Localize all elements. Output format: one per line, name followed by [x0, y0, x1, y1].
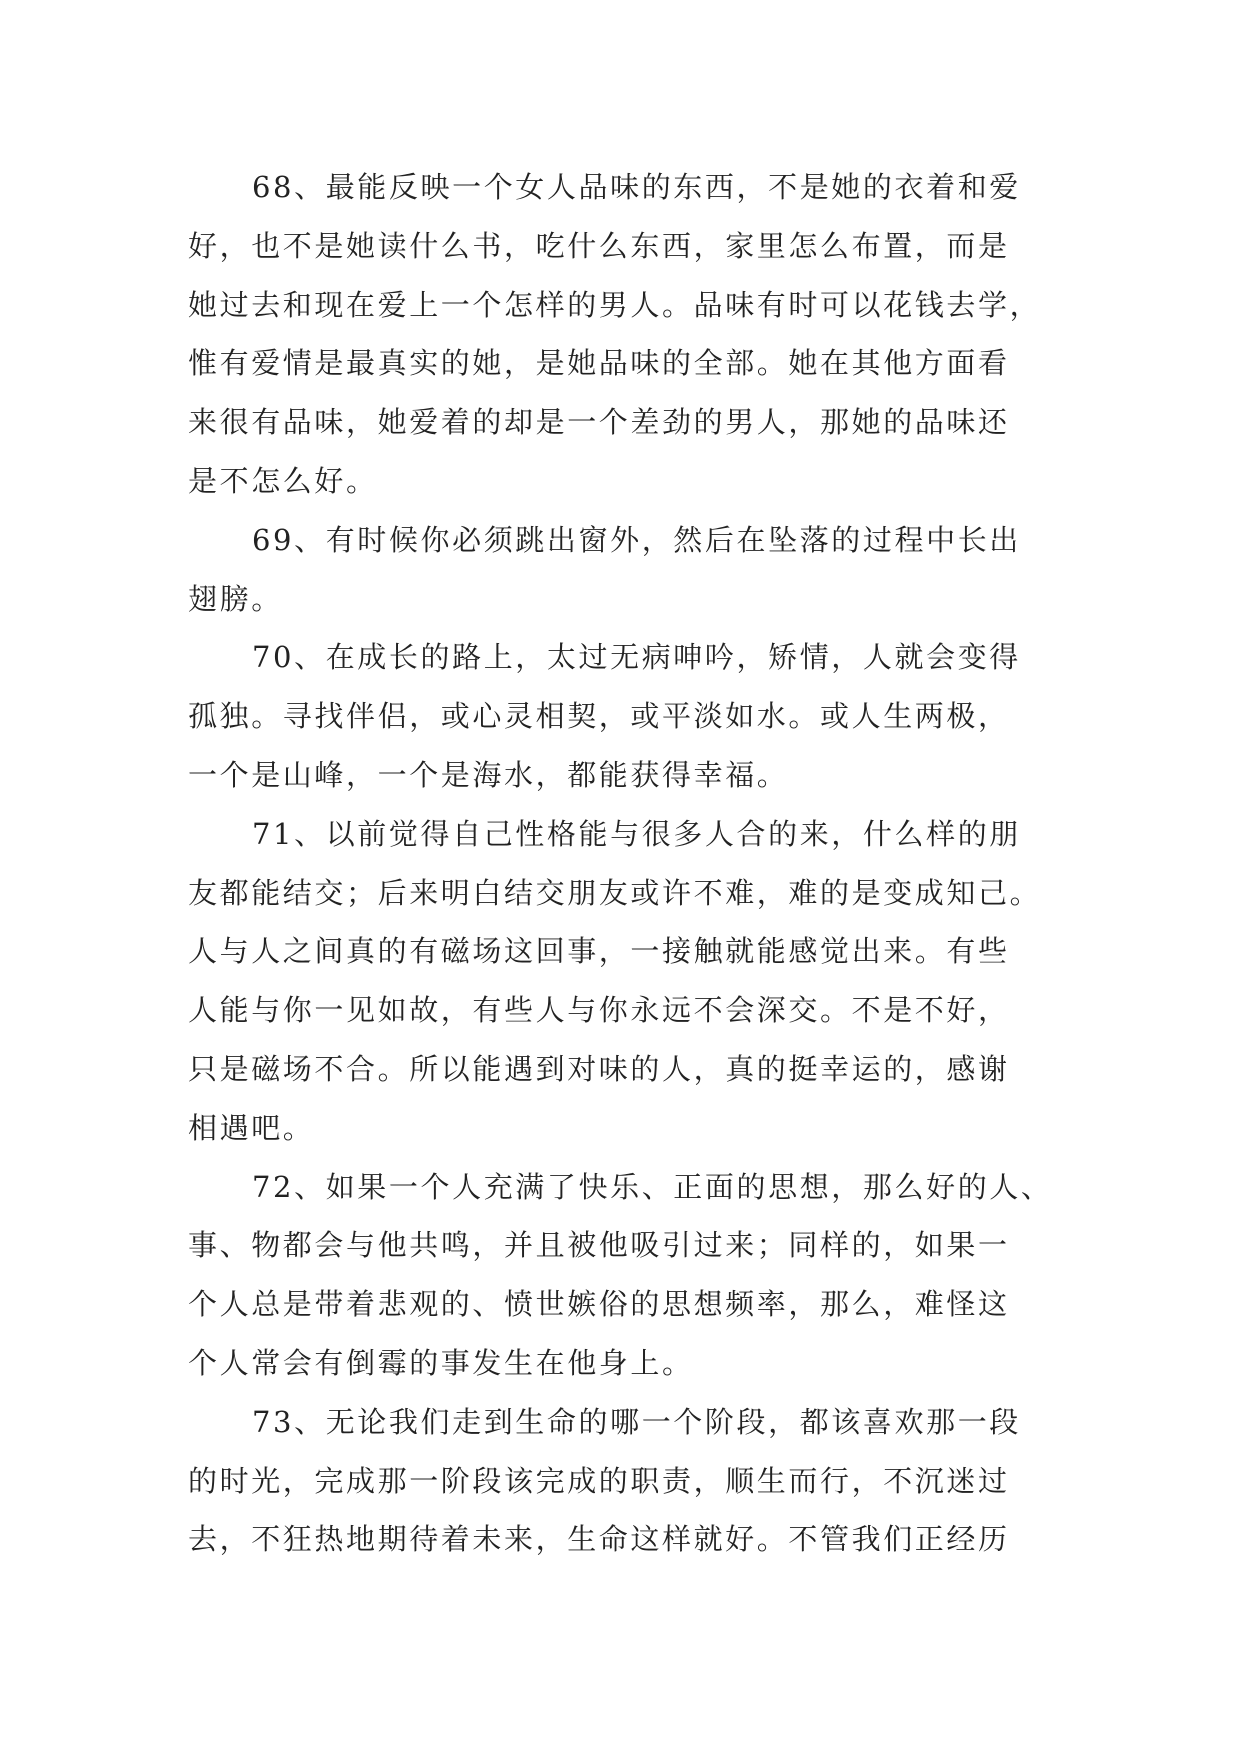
- text-line: 去，不狂热地期待着未来，生命这样就好。不管我们正经历: [188, 1522, 1010, 1557]
- paragraph-68: [188, 158, 1068, 511]
- text-line: 是不怎么好。: [188, 463, 378, 498]
- text-line: 她过去和现在爱上一个怎样的男人。品味有时可以花钱去学，: [188, 287, 1042, 322]
- text-line: 69、有时候你必须跳出窗外，然后在坠落的过程中长出: [252, 522, 1021, 557]
- text-line: 只是磁场不合。所以能遇到对味的人，真的挺幸运的，感谢: [188, 1051, 1010, 1086]
- text-line: 事、物都会与他共鸣，并且被他吸引过来；同样的，如果一: [188, 1228, 1010, 1263]
- paragraph-72: [188, 1158, 1068, 1393]
- text-line: 68、最能反映一个女人品味的东西，不是她的衣着和爱: [252, 170, 1021, 204]
- text-line: 翅膀。: [188, 581, 283, 616]
- text-line: 来很有品味，她爱着的却是一个差劲的男人，那她的品味还: [188, 405, 1010, 440]
- text-line: 一个是山峰，一个是海水，都能获得幸福。: [188, 757, 789, 792]
- text-line: 70、在成长的路上，太过无病呻吟，矫情，人就会变得: [252, 640, 1021, 675]
- text-line: 人与人之间真的有磁场这回事，一接触就能感觉出来。有些: [188, 934, 1010, 969]
- text-line: 个人常会有倒霉的事发生在他身上。: [188, 1345, 694, 1380]
- text-line: 惟有爱情是最真实的她，是她品味的全部。她在其他方面看: [188, 346, 1010, 381]
- document-body: [188, 158, 1068, 1569]
- paragraph-70: [188, 628, 1068, 804]
- paragraph-69: [188, 511, 1068, 629]
- text-line: 的时光，完成那一阶段该完成的职责，顺生而行，不沉迷过: [188, 1463, 1010, 1498]
- paragraph-71: [188, 805, 1068, 1158]
- text-line: 相遇吧。: [188, 1110, 315, 1145]
- text-line: 72、如果一个人充满了快乐、正面的思想，那么好的人、: [252, 1169, 1053, 1204]
- text-line: 友都能结交；后来明白结交朋友或许不难，难的是变成知己。: [188, 875, 1042, 910]
- text-line: 个人总是带着悲观的、愤世嫉俗的思想频率，那么，难怪这: [188, 1287, 1010, 1322]
- text-line: 孤独。寻找伴侣，或心灵相契，或平淡如水。或人生两极，: [188, 699, 1010, 734]
- paragraph-73: [188, 1393, 1068, 1569]
- text-line: 71、以前觉得自己性格能与很多人合的来，什么样的朋: [252, 816, 1021, 851]
- text-line: 人能与你一见如故，有些人与你永远不会深交。不是不好，: [188, 993, 1010, 1028]
- text-line: 好，也不是她读什么书，吃什么东西，家里怎么布置，而是: [188, 228, 1010, 263]
- text-line: 73、无论我们走到生命的哪一个阶段，都该喜欢那一段: [252, 1404, 1021, 1439]
